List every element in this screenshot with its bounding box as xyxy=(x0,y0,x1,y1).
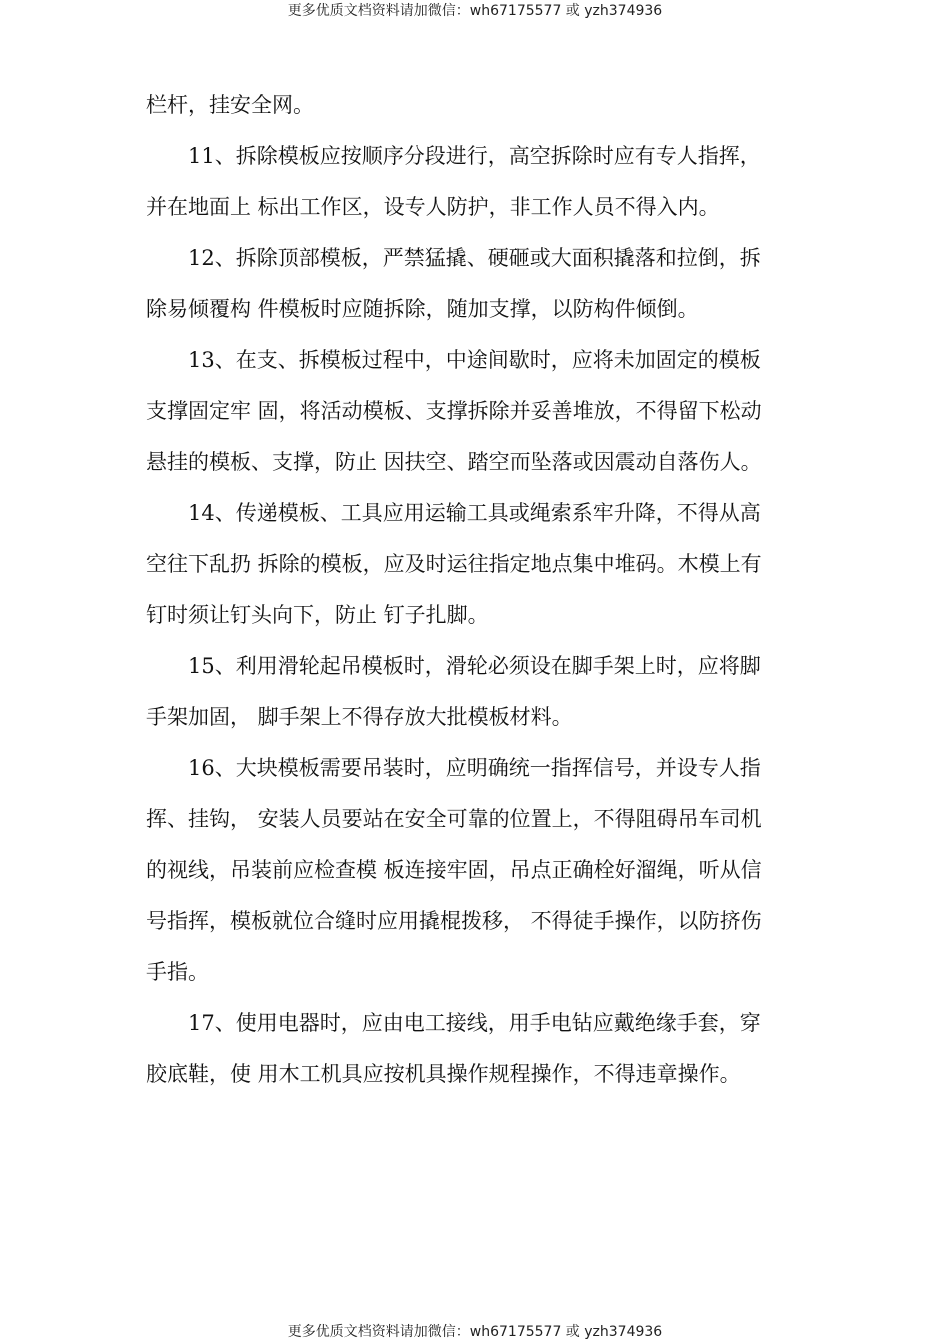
document-body xyxy=(146,80,818,1100)
header-banner: 更多优质文档资料请加微信：wh67175577 或 yzh374936 xyxy=(287,3,663,19)
paragraph-16: 16、大块模板需要吊装时，应明确统一指挥信号，并设专人指 挥、挂钩， 安装人员要站在安全可靠的位置上，不得阻碍吊车司机 的视线，吊装前应检查模 板连接牢固，吊点正确栓好溜绳，听从信 号指挥，模板就位合缝时应用撬棍拨移， 不得徒手操作，以防挤伤 手指。 xyxy=(146,756,762,984)
paragraph-12: 12、拆除顶部模板，严禁猛撬、硬砸或大面积撬落和拉倒，拆 除易倾覆构 件模板时应随拆除，随加支撑，以防构件倾倒。 xyxy=(146,246,761,321)
paragraph-1: 栏杆，挂安全网。 xyxy=(146,93,314,117)
paragraph-11: 11、拆除模板应按顺序分段进行，高空拆除时应有专人指挥， 并在地面上 标出工作区，设专人防护，非工作人员不得入内。 xyxy=(146,144,761,219)
paragraph-15: 15、利用滑轮起吊模板时，滑轮必须设在脚手架上时，应将脚 手架加固， 脚手架上不得存放大批模板材料。 xyxy=(146,654,761,729)
footer-banner: 更多优质文档资料请加微信：wh67175577 或 yzh374936 xyxy=(287,1324,663,1340)
paragraph-14: 14、传递模板、工具应用运输工具或绳索系牢升降，不得从高 空往下乱扔 拆除的模板，应及时运往指定地点集中堆码。木模上有 钉时须让钉头向下，防止 钉子扎脚。 xyxy=(146,501,762,627)
paragraph-17: 17、使用电器时，应由电工接线，用手电钻应戴绝缘手套，穿 胶底鞋，使 用木工机具应按机具操作规程操作，不得违章操作。 xyxy=(146,1011,761,1086)
paragraph-13: 13、在支、拆模板过程中，中途间歇时，应将未加固定的模板 支撑固定牢 固，将活动模板、支撑拆除并妥善堆放，不得留下松动 悬挂的模板、支撑，防止 因扶空、踏空而坠落或因震动自落伤人。 xyxy=(146,348,762,474)
